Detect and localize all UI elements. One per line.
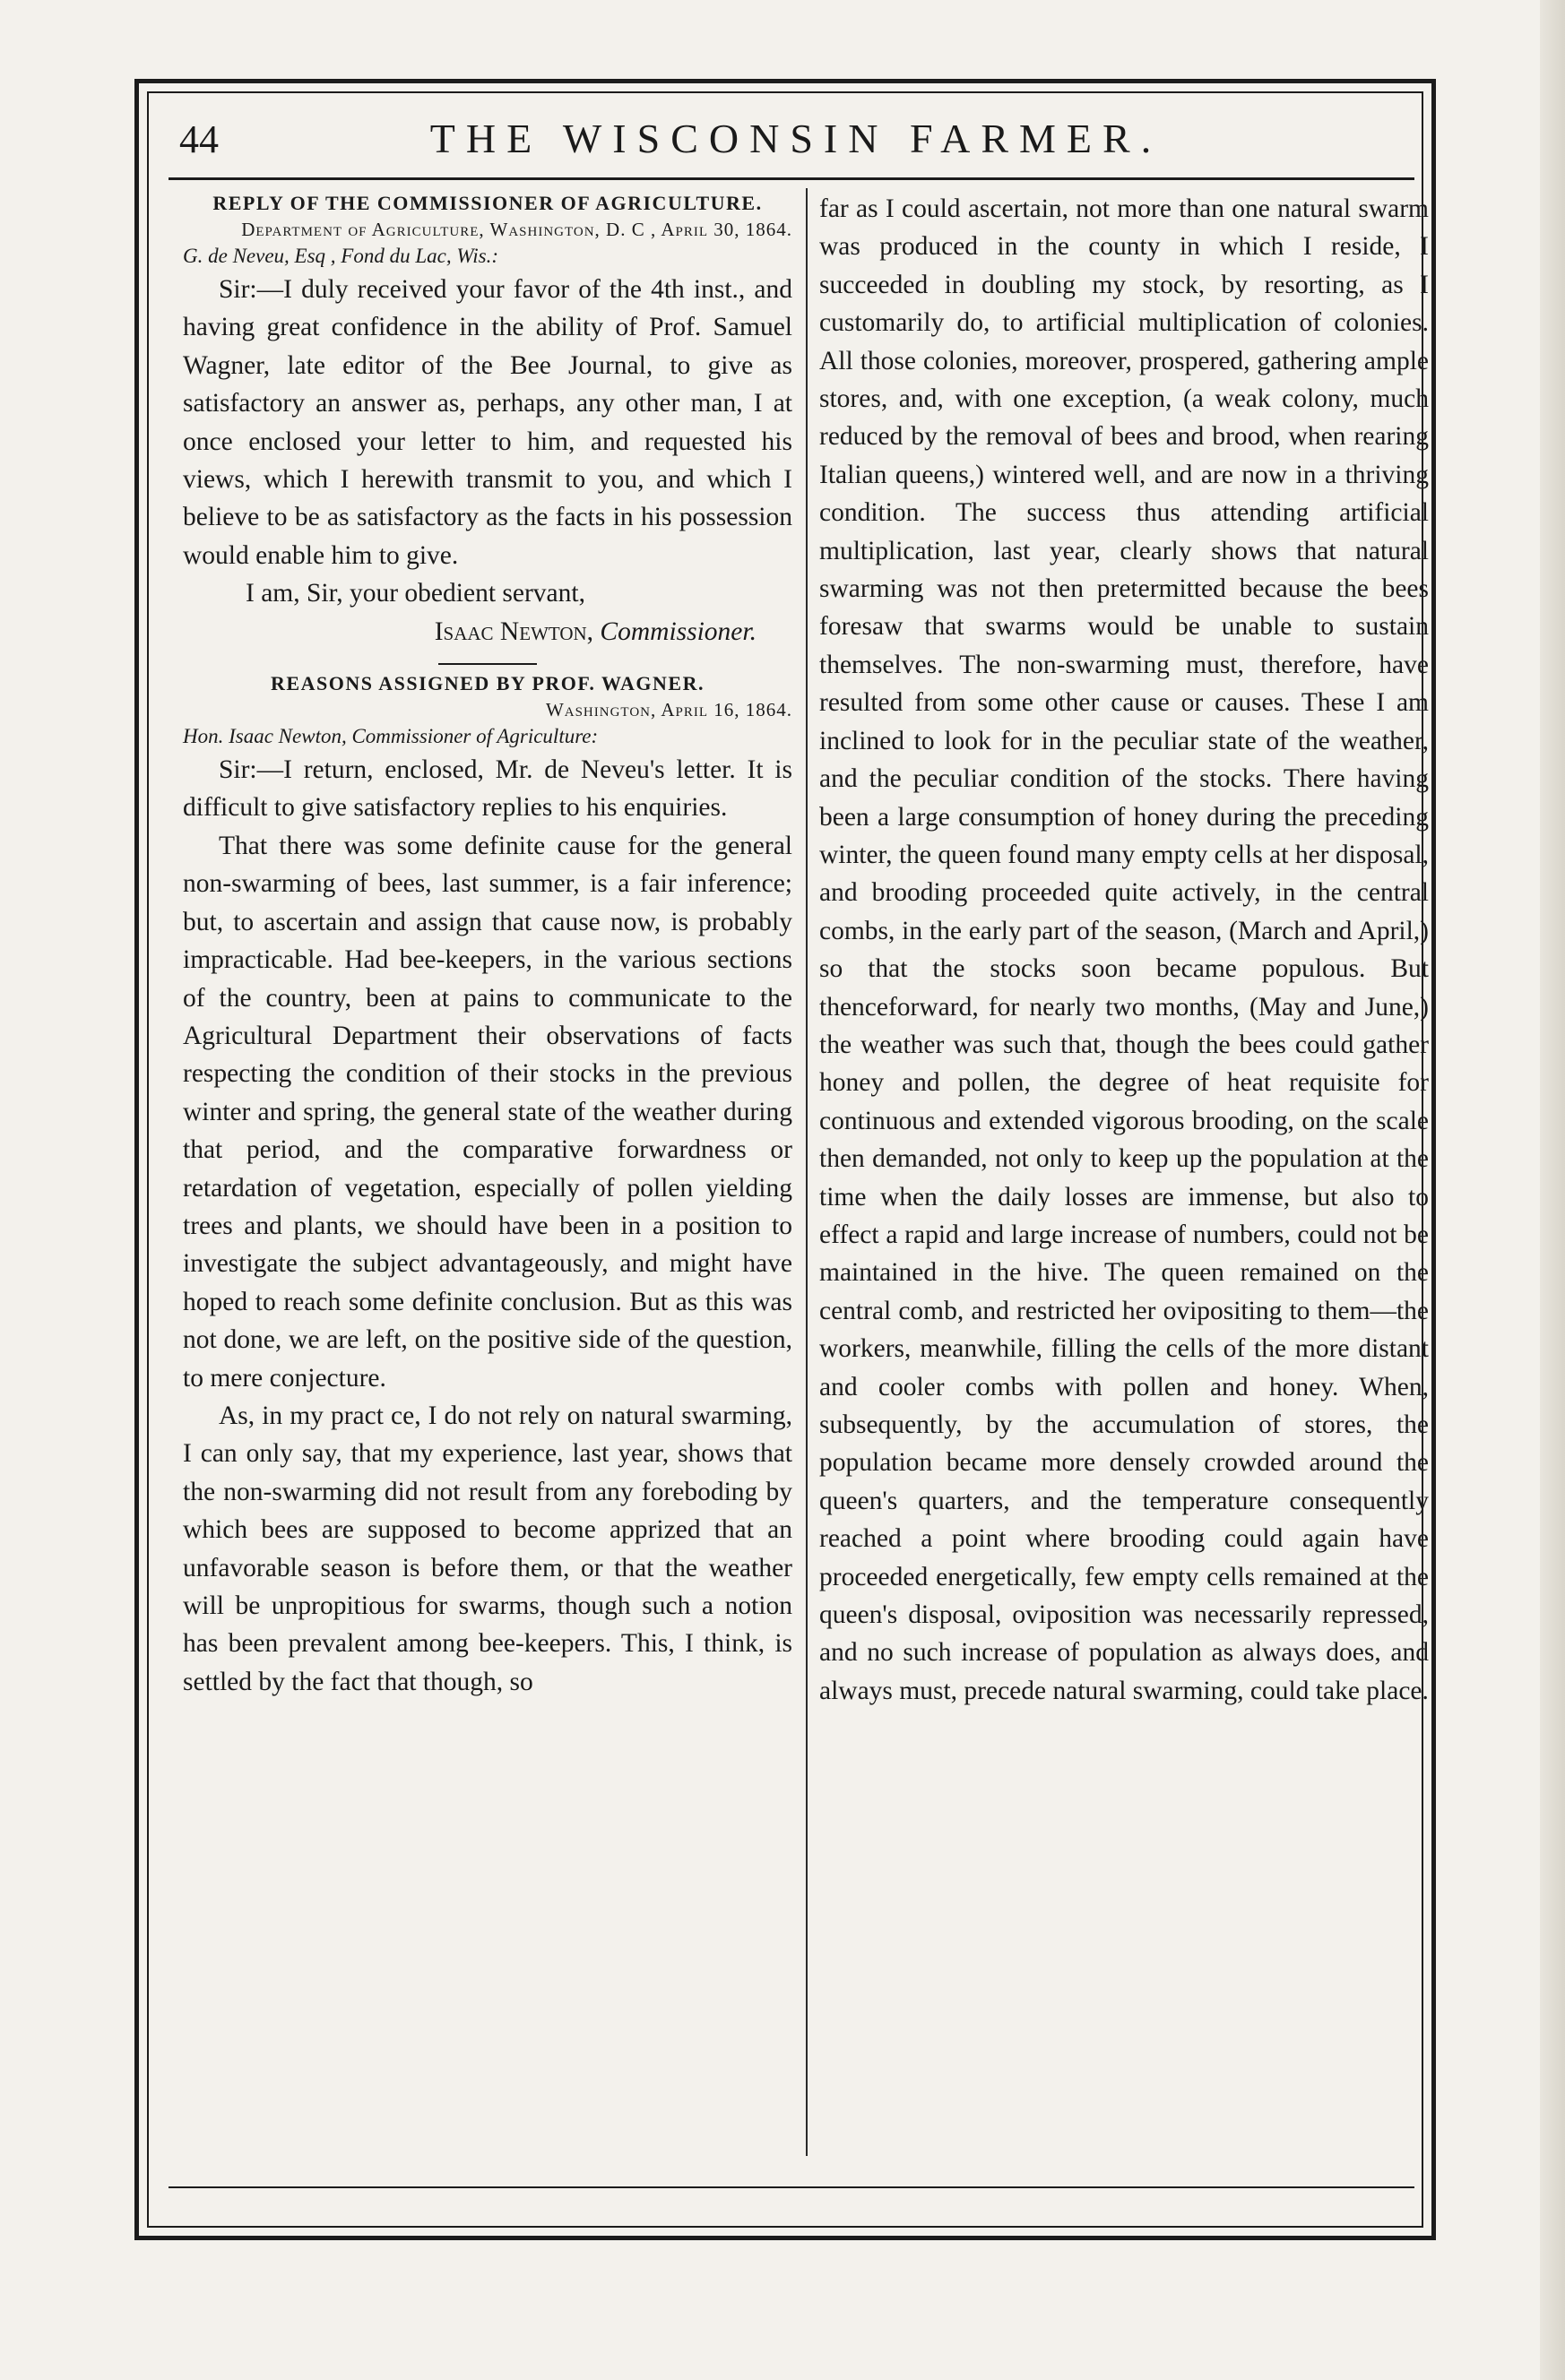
page-header	[176, 111, 1416, 177]
addressee-newton: Hon. Isaac Newton, Commissioner of Agriculture:	[183, 725, 599, 748]
dateline-washington: Washington, April 16, 1864.	[545, 699, 792, 721]
section-heading-reasons: REASONS ASSIGNED BY PROF. WAGNER.	[271, 672, 705, 695]
letter-paragraph: That there was some definite cause for the general non-swarming of bees, last summer, is a fair inference; but, to ascertain and assign that cause now, is probably impracticable. Had bee-keepers, in the various sections of the country, been at pains to communicate to the Agricultural Department their observations of facts respecting the condition of their stocks in the previous winter and spring, the general state of the weather during that period, and the comparative forwardness or retardation of vegetation, especially of pollen yielding trees and plants, we should have been in a position to investigate the subject advantageously, and might have hoped to reach some definite conclusion. But as this was not done, we are left, on the positive side of the question, to mere conjecture.	[183, 831, 792, 1393]
right-column	[819, 190, 1429, 1710]
letter-paragraph: Sir:—I return, enclosed, Mr. de Neveu's letter. It is difficult to give satisfactory replies to his enquiries.	[183, 755, 792, 823]
letter-paragraph: As, in my pract ce, I do not rely on natural swarming, I can only say, that my experience, last year, shows that the non-swarming did not result from any foreboding by which bees are supposed to become apprized that an unfavorable season is before them, or that the weather will be unpropitious for swarms, though such a notion has been prevalent among bee-keepers. This, I think, is settled by the fact that though, so	[183, 1401, 792, 1696]
footer-rule	[169, 2186, 1414, 2188]
page-edge-shadow	[1540, 0, 1565, 2380]
left-column	[183, 190, 792, 1701]
column-rule	[806, 188, 808, 2156]
page-number: 44	[179, 117, 219, 161]
signature-role: Commissioner.	[600, 617, 757, 646]
letter-paragraph-continued: far as I could ascertain, not more than one natural swarm was produced in the county in which I reside, I succeeded in doubling my stock, by resorting, as I customarily do, to artificial multiplication of colonies. All those colonies, moreover, prospered, gathering ample stores, and, with one exception, (a weak colony, much reduced by the removal of bees and brood, when rearing Italian queens,) wintered well, and are now in a thriving condition. The success thus attending artificial multiplication, last year, clearly shows that natural swarming was not then pretermitted because the bees foresaw that swarms would be unable to sustain themselves. The non-swarming must, therefore, have resulted from some other cause or causes. These I am inclined to look for in the peculiar state of the weather, and the peculiar condition of the stocks. There having been a large consumption of honey during the preceding winter, the queen found many empty cells at her disposal, and brooding proceeded quite actively, in the central combs, in the early part of the season, (March and April,) so that the stocks soon became populous. But thenceforward, for nearly two months, (May and June,) the weather was such that, though the bees could gather honey and pollen, the degree of heat requisite for continuous and extended vigorous brooding, on the scale then demanded, not only to keep up the population at the time when the daily losses are immense, but also to effect a rapid and large increase of numbers, could not be maintained in the hive. The queen remained on the central comb, and restricted her ovipositing to them—the workers, meanwhile, filling the cells of the more distant and cooler combs with pollen and honey. When, subsequently, by the accumulation of stores, the population became more densely crowded around the queen's quarters, and the temperature consequently reached a point where brooding could again have proceeded energetically, few empty cells remained at the queen's disposal, oviposition was necessarily repressed, and no such increase of population as always does, and always must, precede natural swarming, could take place.	[819, 194, 1429, 1705]
letter-signoff: I am, Sir, your obedient servant,	[246, 579, 585, 608]
running-title: THE WISCONSIN FARMER.	[429, 116, 1163, 161]
letter-paragraph: Sir:—I duly received your favor of the 4th inst., and having great confidence in the ability of Prof. Samuel Wagner, late editor of the Bee Journal, to give as satisfactory an answer as, perhaps, any other man, I at once enclosed your letter to him, and requested his views, which I herewith transmit to you, and which I believe to be as satisfactory as the facts in his possession would enable him to give.	[183, 275, 792, 570]
section-heading-reply: REPLY OF THE COMMISSIONER OF AGRICULTURE.	[212, 192, 763, 214]
addressee-neveu: G. de Neveu, Esq , Fond du Lac, Wis.:	[183, 245, 498, 267]
dateline-department: Department of Agriculture, Washington, D. C , April 30, 1864.	[241, 219, 792, 240]
header-rule	[169, 177, 1414, 180]
signature	[183, 613, 792, 651]
section-divider	[438, 663, 537, 665]
signature-name: Isaac Newton,	[434, 617, 594, 646]
